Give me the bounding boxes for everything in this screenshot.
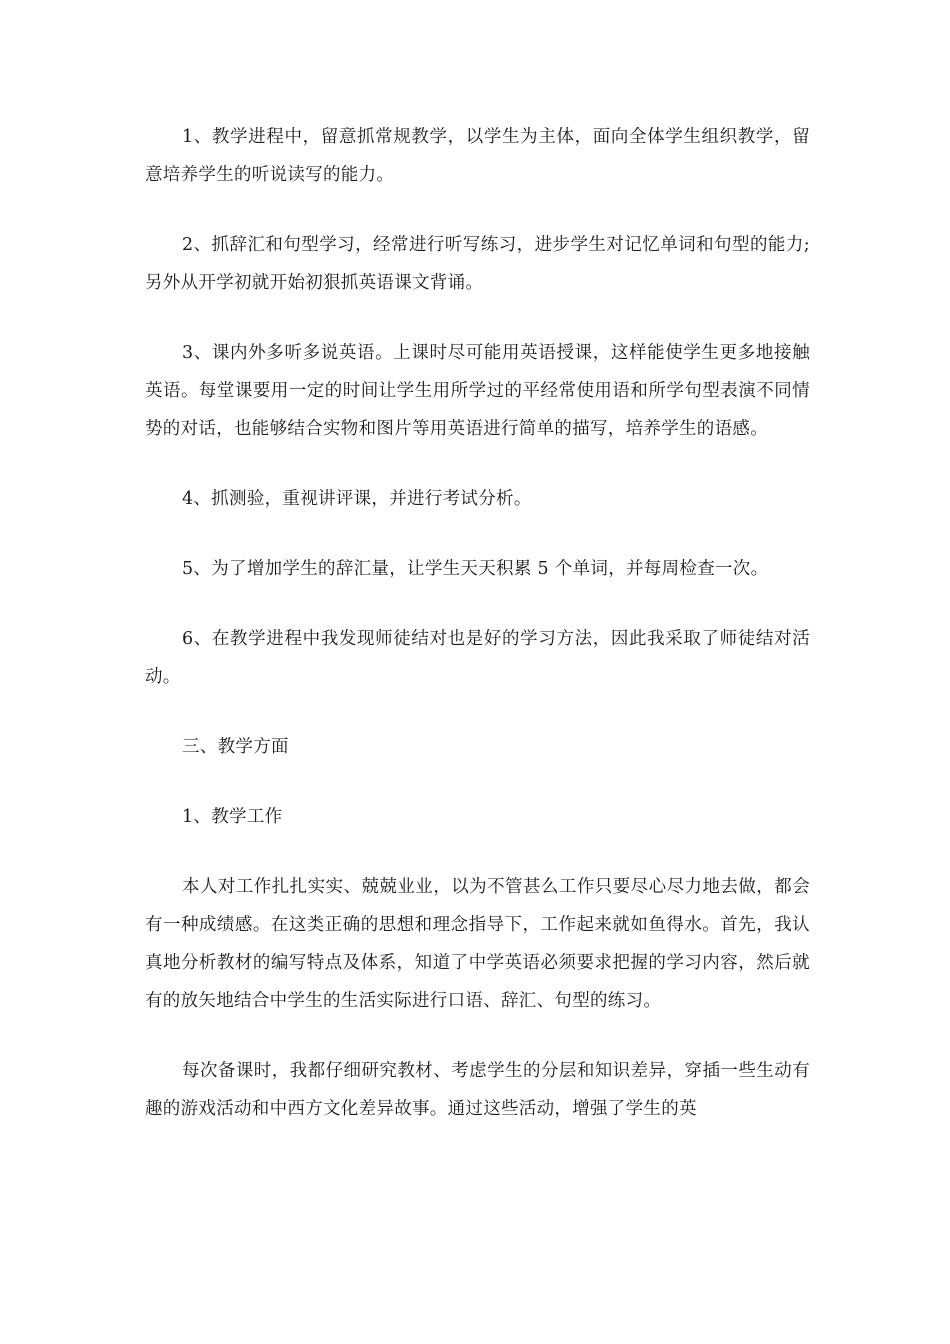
section-heading-teaching: 三、教学方面 bbox=[182, 737, 289, 757]
paragraph-item-4: 4、抓测验，重视讲评课，并进行考试分析。 bbox=[182, 489, 532, 509]
paragraph-lesson-prep: 每次备课时，我都仔细研究教材、考虑学生的分层和知识差异，穿插一些生动有趣的游戏活动和中西方文化差异故事。通过这些活动，增强了学生的英 bbox=[145, 1061, 810, 1119]
paragraph-item-5: 5、为了增加学生的辞汇量，让学生天天积累 5 个单词，并每周检查一次。 bbox=[182, 559, 769, 579]
paragraph-item-6: 6、在教学进程中我发现师徒结对也是好的学习方法，因此我采取了师徒结对活动。 bbox=[145, 629, 810, 687]
subsection-heading-teaching-work: 1、教学工作 bbox=[182, 807, 283, 827]
paragraph-item-3: 3、课内外多听多说英语。上课时尽可能用英语授课，这样能使学生更多地接触英语。每堂课要用一定的时间让学生用所学过的平经常使用语和所学句型表演不同情势的对话，也能够结合实物和图片等用英语进行简单的描写，培养学生的语感。 bbox=[145, 343, 810, 439]
paragraph-work-attitude: 本人对工作扎扎实实、兢兢业业，以为不管甚么工作只要尽心尽力地去做，都会有一种成绩感。在这类正确的思想和理念指导下，工作起来就如鱼得水。首先，我认真地分析教材的编写特点及体系，知道了中学英语必须要求把握的学习内容，然后就有的放矢地结合中学生的生活实际进行口语、辞汇、句型的练习。 bbox=[145, 877, 810, 1011]
paragraph-item-2: 2、抓辞汇和句型学习，经常进行听写练习，进步学生对记忆单词和句型的能力;另外从开学初就开始初狠抓英语课文背诵。 bbox=[145, 235, 810, 293]
document-body bbox=[145, 118, 810, 1160]
paragraph-item-1: 1、教学进程中，留意抓常规教学，以学生为主体，面向全体学生组织教学，留意培养学生的听说读写的能力。 bbox=[145, 127, 810, 185]
